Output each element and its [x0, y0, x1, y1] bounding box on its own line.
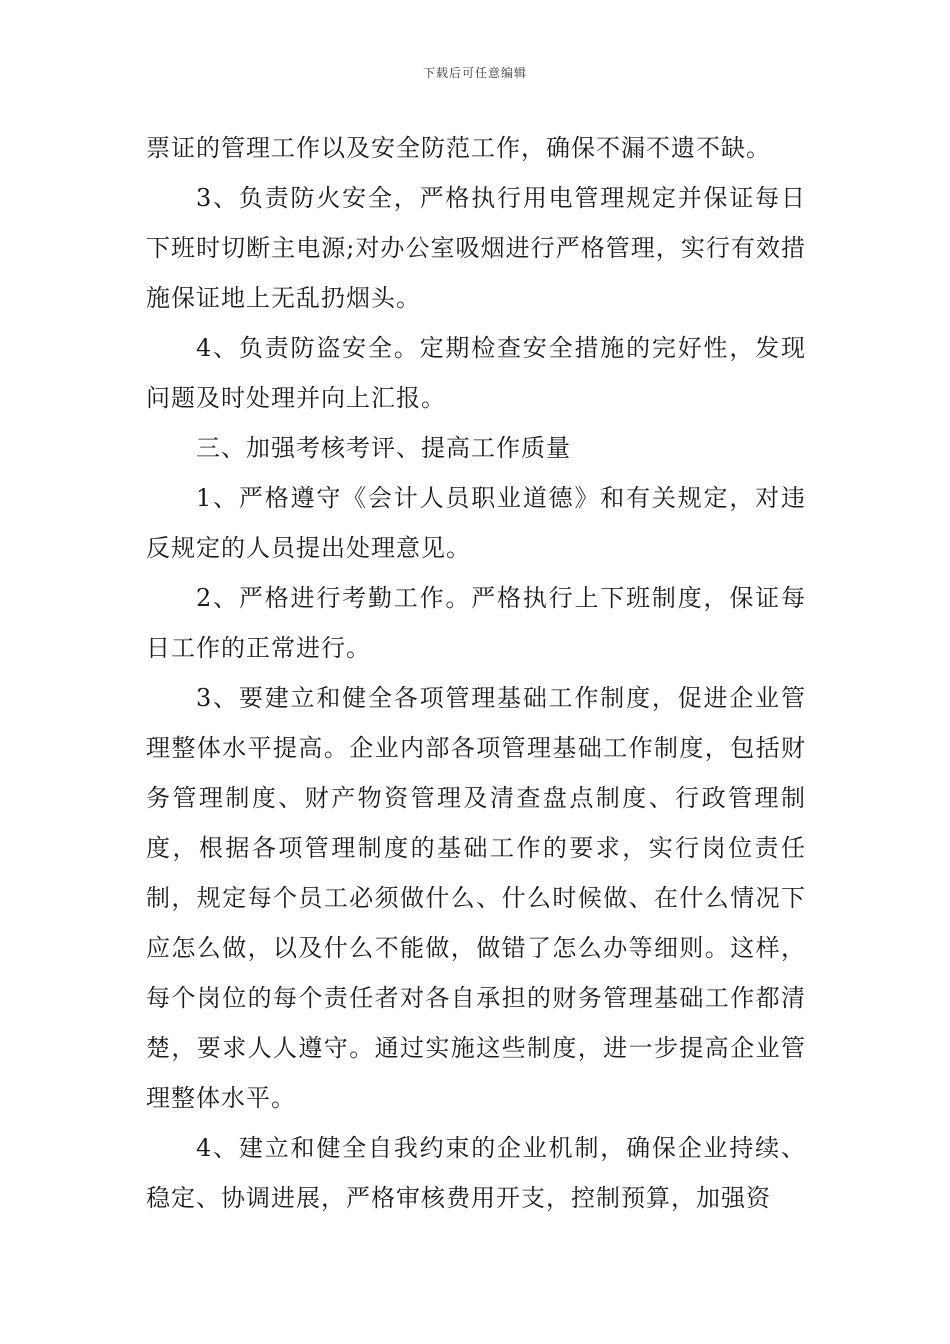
paragraph-item-3-management-system: 3、要建立和健全各项管理基础工作制度，促进企业管理整体水平提高。企业内部各项管理基础工作制度，包括财务管理制度、财产物资管理及清查盘点制度、行政管理制度，根据各项管理制度的基础工作的要求，实行岗位责任制，规定每个员工必须做什么、什么时候做、在什么情况下应怎么做，以及什么不能做，做错了怎么办等细则。这样，每个岗位的每个责任者对各自承担的财务管理基础工作都清楚，要求人人遵守。通过实施这些制度，进一步提高企业管理整体水平。: [146, 684, 806, 1112]
page-header: 下载后可任意编辑: [422, 66, 527, 80]
paragraph-item-1-ethics: 1、严格遵守《会计人员职业道德》和有关规定，对违反规定的人员提出处理意见。: [146, 484, 806, 562]
paragraph-item-4-self-discipline: 4、建立和健全自我约束的企业机制，确保企业持续、稳定、协调进展，严格审核费用开支，控制预算，加强资: [146, 1134, 806, 1212]
paragraph-item-4-theft-safety: 4、负责防盗安全。定期检查安全措施的完好性，发现问题及时处理并向上汇报。: [146, 334, 806, 412]
document-body: [146, 123, 806, 1223]
paragraph-item-3-fire-safety: 3、负责防火安全，严格执行用电管理规定并保证每日下班时切断主电源;对办公室吸烟进行严格管理，实行有效措施保证地上无乱扔烟头。: [146, 184, 806, 312]
paragraph-item-2-attendance: 2、严格进行考勤工作。严格执行上下班制度，保证每日工作的正常进行。: [146, 584, 806, 662]
section-heading-3: 三、加强考核考评、提高工作质量: [196, 434, 571, 462]
paragraph-continuation: 票证的管理工作以及安全防范工作，确保不漏不遗不缺。: [146, 134, 771, 162]
